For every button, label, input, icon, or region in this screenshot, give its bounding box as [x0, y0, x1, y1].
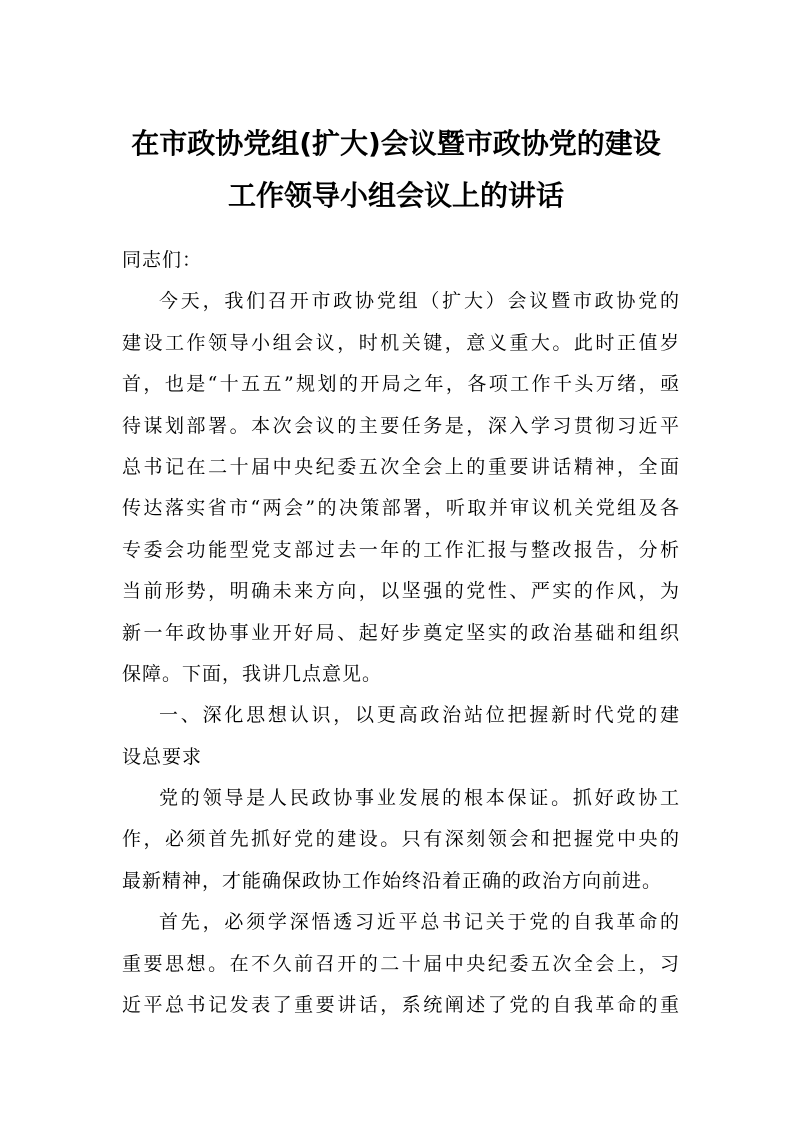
document-body: [122, 240, 680, 1026]
salutation: 同志们：: [122, 249, 203, 271]
paragraph-1-line: 传达落实省市“两会”的决策部署，听取并审议机关党组及各: [122, 497, 680, 520]
paragraph-1-line: 首，也是“十五五”规划的开局之年，各项工作千头万绪，亟: [122, 373, 680, 396]
paragraph-2-line: 作，必须首先抓好党的建设。只有深刻领会和把握党中央的: [122, 828, 680, 851]
paragraph-3-line: 重要思想。在不久前召开的二十届中央纪委五次全会上，习: [122, 952, 680, 975]
paragraph-1-line: 保障。下面，我讲几点意见。: [122, 662, 383, 685]
section-heading-1-line: 设总要求: [122, 745, 203, 768]
paragraph-1-line: 当前形势，明确未来方向，以坚强的党性、严实的作风，为: [122, 580, 680, 603]
paragraph-2-line: 党的领导是人民政协事业发展的根本保证。抓好政协工: [159, 787, 680, 810]
section-heading-1-line: 一、深化思想认识，以更高政治站位把握新时代党的建: [159, 704, 680, 727]
paragraph-1-line: 今天，我们召开市政协党组（扩大）会议暨市政协党的: [159, 290, 680, 313]
paragraph-1-line: 新一年政协事业开好局、起好步奠定坚实的政治基础和组织: [122, 621, 680, 644]
paragraph-1-line: 待谋划部署。本次会议的主要任务是，深入学习贯彻习近平: [122, 414, 680, 437]
paragraph-1-line: 总书记在二十届中央纪委五次全会上的重要讲话精神，全面: [122, 455, 680, 478]
paragraph-1-line: 建设工作领导小组会议，时机关键，意义重大。此时正值岁: [122, 331, 680, 354]
paragraph-3-line: 首先，必须学深悟透习近平总书记关于党的自我革命的: [159, 911, 680, 934]
paragraph-2-line: 最新精神，才能确保政协工作始终沿着正确的政治方向前进。: [122, 869, 663, 892]
document-title-line-1: 在市政协党组(扩大)会议暨市政协党的建设: [131, 127, 661, 160]
paragraph-3-line: 近平总书记发表了重要讲话，系统阐述了党的自我革命的重: [122, 994, 680, 1017]
paragraph-1-line: 专委会功能型党支部过去一年的工作汇报与整改报告，分析: [122, 538, 680, 561]
document-title-line-2: 工作领导小组会议上的讲话: [227, 179, 564, 212]
